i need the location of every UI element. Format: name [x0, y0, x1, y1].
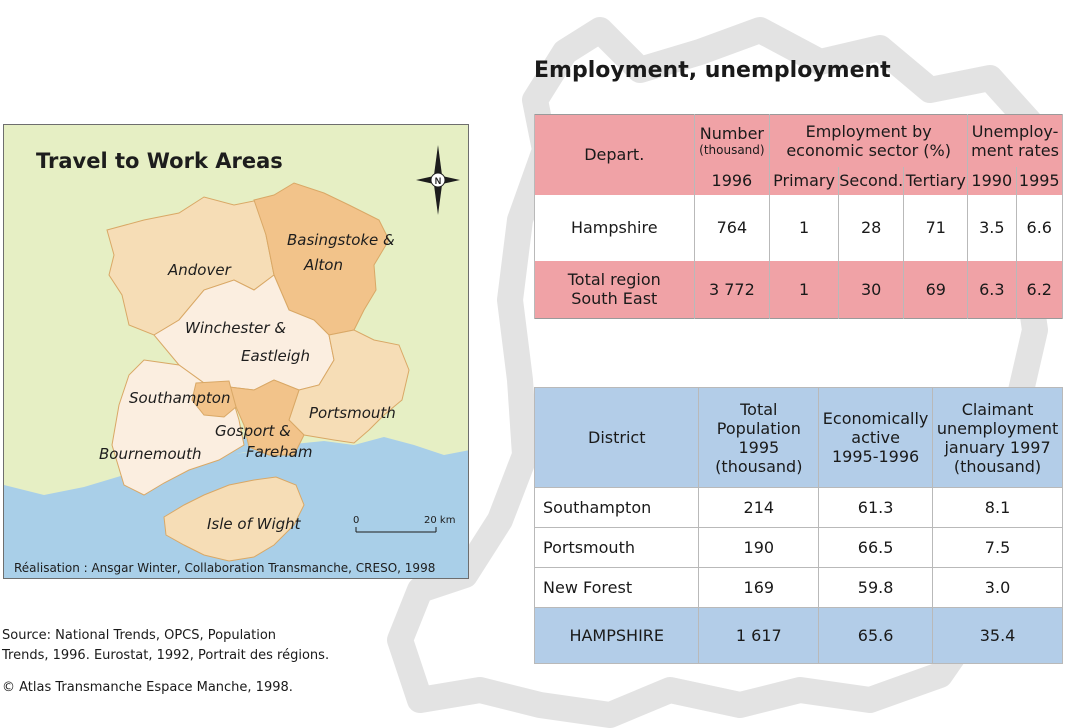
map-graphic: [4, 125, 469, 579]
area-label-gosport-1: Gosport &: [215, 422, 291, 440]
row-name-line1: Total region: [567, 270, 661, 290]
table-row: [535, 608, 1063, 664]
header-active: [819, 388, 933, 488]
area-label-isle-of-wight: Isle of Wight: [207, 515, 301, 533]
row-number: 3 772: [694, 261, 770, 319]
district-active: 65.6: [819, 608, 933, 664]
district-name: Southampton: [535, 488, 699, 528]
table-row: [535, 488, 1063, 528]
row-second: 28: [838, 195, 904, 261]
header-pop-line2: Population: [716, 418, 801, 438]
copyright: © Atlas Transmanche Espace Manche, 1998.: [2, 680, 293, 695]
header-unemp-line2: ment rates: [971, 140, 1059, 160]
header-year-1990: 1990: [968, 167, 1016, 195]
header-second: Second.: [838, 167, 904, 195]
table-row: [535, 528, 1063, 568]
source-line-1: Source: National Trends, OPCS, Population: [2, 628, 277, 643]
header-claim-line3: january 1997: [944, 437, 1051, 457]
map-title: Travel to Work Areas: [36, 149, 283, 173]
district-header-row: [535, 388, 1063, 488]
header-sector-line1: Employment by: [805, 121, 932, 141]
district-table: [534, 387, 1063, 664]
area-label-southampton: Southampton: [129, 389, 231, 407]
header-pop-line4: (thousand): [715, 456, 803, 476]
header-depart: Depart.: [535, 115, 695, 195]
table-row: [535, 195, 1063, 261]
header-unemployment: [968, 115, 1063, 167]
map-credit: Réalisation : Ansgar Winter, Collaboration Transmanche, CRESO, 1998: [14, 561, 436, 575]
header-tertiary: Tertiary: [904, 167, 968, 195]
district-population: 190: [699, 528, 819, 568]
header-year-1995: 1995: [1016, 167, 1062, 195]
header-number-unit: (thousand): [699, 143, 765, 158]
compass-letter: N: [434, 176, 442, 186]
district-claimant: 3.0: [933, 568, 1063, 608]
scale-end-label: 20 km: [424, 515, 456, 526]
header-active-line3: 1995-1996: [831, 447, 920, 466]
header-number-label: Number: [699, 124, 765, 144]
district-population: 214: [699, 488, 819, 528]
header-sector-line2: economic sector (%): [786, 140, 951, 160]
row-second: 30: [838, 261, 904, 319]
employment-title: Employment, unemployment: [534, 58, 891, 83]
district-active: 59.8: [819, 568, 933, 608]
row-primary: 1: [770, 195, 839, 261]
district-active: 66.5: [819, 528, 933, 568]
district-name: Portsmouth: [535, 528, 699, 568]
header-active-line1: Economically: [822, 409, 929, 428]
header-district: District: [535, 388, 699, 488]
district-claimant: 7.5: [933, 528, 1063, 568]
header-claim-line1: Claimant: [961, 399, 1034, 419]
row-tertiary: 71: [904, 195, 968, 261]
district-active: 61.3: [819, 488, 933, 528]
row-primary: 1: [770, 261, 839, 319]
area-label-gosport-2: Fareham: [246, 443, 313, 461]
header-population: [699, 388, 819, 488]
header-unemp-line1: Unemploy-: [971, 121, 1059, 141]
area-label-bournemouth: Bournemouth: [99, 445, 202, 463]
area-label-winchester-1: Winchester &: [185, 319, 287, 337]
area-label-portsmouth: Portsmouth: [309, 404, 396, 422]
header-year-1996: 1996: [694, 167, 770, 195]
header-number: [694, 115, 770, 167]
row-unemp-1995: 6.6: [1016, 195, 1062, 261]
area-label-winchester-2: Eastleigh: [241, 347, 310, 365]
row-name: [535, 261, 695, 319]
district-claimant: 8.1: [933, 488, 1063, 528]
row-unemp-1990: 6.3: [968, 261, 1016, 319]
travel-to-work-map: [3, 124, 469, 579]
area-label-andover: Andover: [168, 261, 231, 279]
row-unemp-1995: 6.2: [1016, 261, 1062, 319]
row-number: 764: [694, 195, 770, 261]
row-unemp-1990: 3.5: [968, 195, 1016, 261]
area-label-basingstoke-2: Alton: [304, 256, 343, 274]
row-tertiary: 69: [904, 261, 968, 319]
header-pop-line3: 1995: [738, 437, 780, 457]
district-name: New Forest: [535, 568, 699, 608]
table-row: [535, 568, 1063, 608]
source-line-2: Trends, 1996. Eurostat, 1992, Portrait des régions.: [2, 648, 330, 663]
header-claimant: [933, 388, 1063, 488]
district-population: 1 617: [699, 608, 819, 664]
header-claim-line4: (thousand): [953, 456, 1042, 476]
employment-header-row: [535, 115, 1063, 167]
header-active-line2: active: [851, 428, 900, 447]
district-claimant: 35.4: [933, 608, 1063, 664]
district-name: HAMPSHIRE: [535, 608, 699, 664]
area-label-basingstoke-1: Basingstoke &: [287, 231, 395, 249]
header-pop-line1: Total: [740, 399, 778, 419]
table-row: [535, 261, 1063, 319]
row-name: Hampshire: [535, 195, 695, 261]
row-name-line2: South East: [571, 289, 658, 309]
district-population: 169: [699, 568, 819, 608]
header-claim-line2: unemployment: [936, 418, 1059, 438]
header-primary: Primary: [770, 167, 839, 195]
scale-start-label: 0: [353, 515, 360, 526]
header-sector: [770, 115, 968, 167]
employment-table: [534, 114, 1063, 319]
